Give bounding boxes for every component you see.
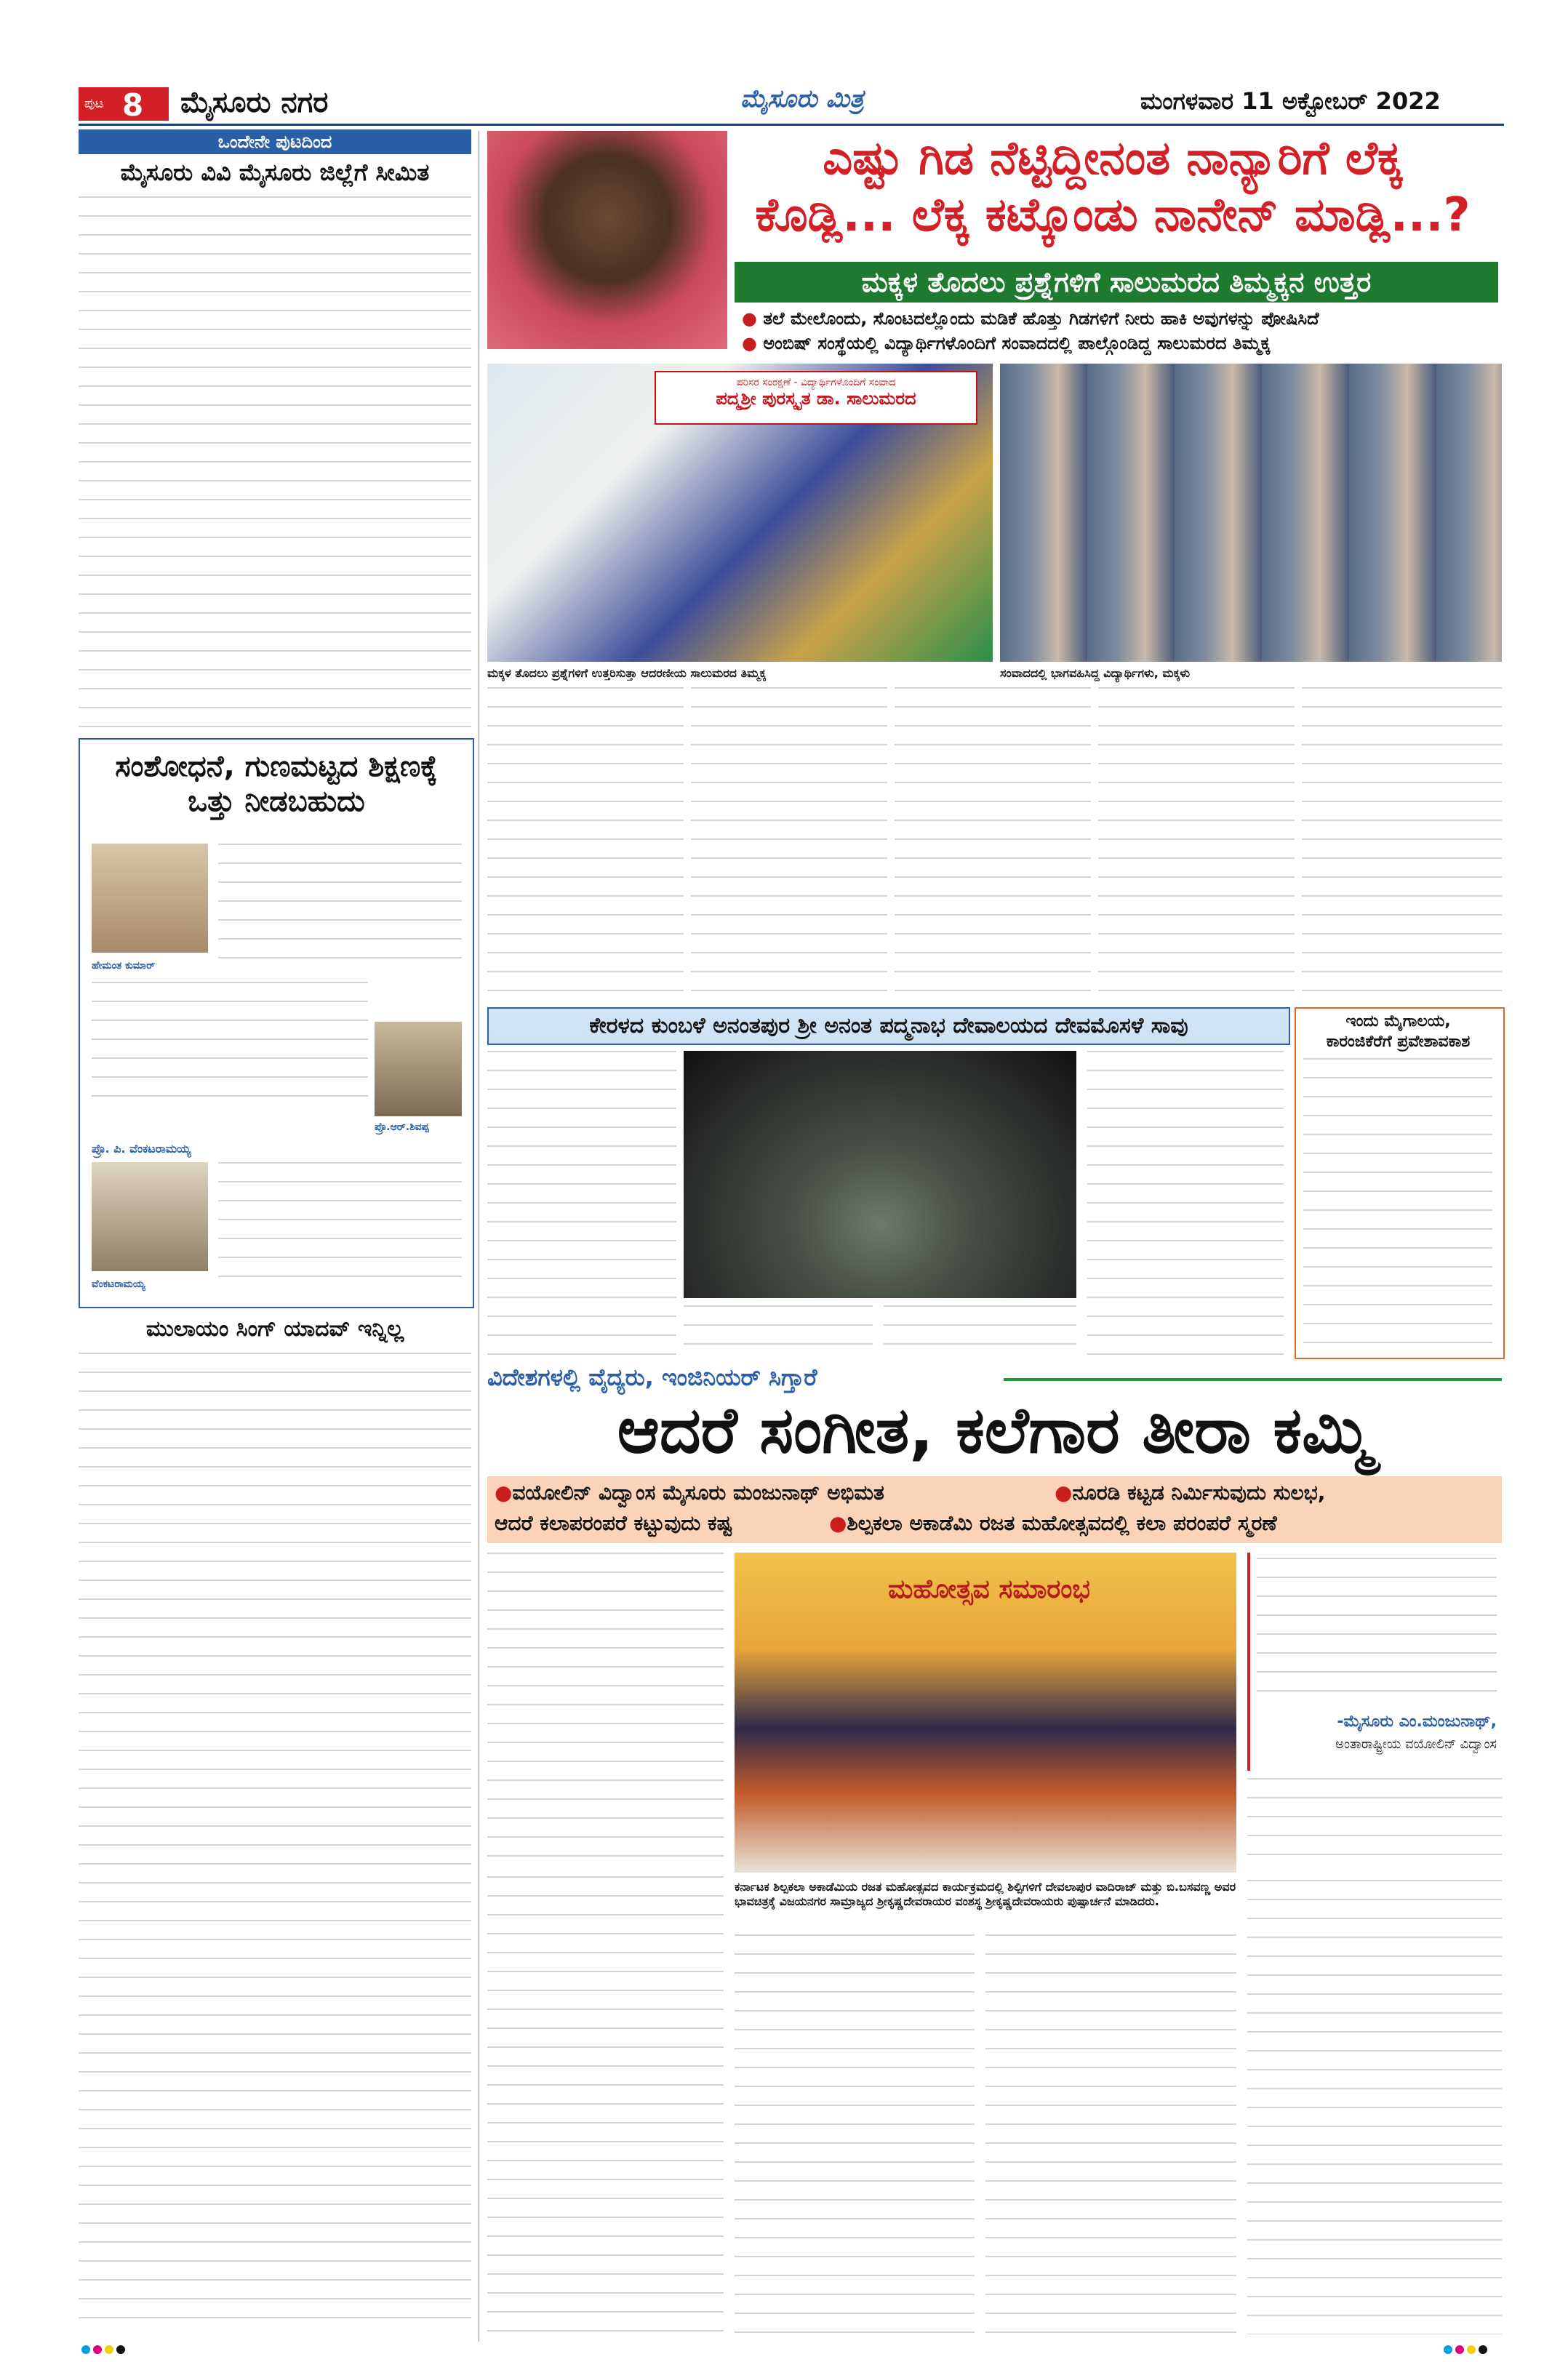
registration-marks-right (1444, 2343, 1487, 2357)
top-story-col-1 (487, 687, 684, 1000)
music-bullet-3 (829, 1511, 1277, 1536)
event-banner-text: ಪರಿಸರ ಸಂರಕ್ಷಣೆ - ವಿದ್ಯಾರ್ಥಿಗಳೊಂದಿಗೆ ಸಂವಾದ (736, 377, 896, 388)
page-label: ಪುಟ (84, 96, 104, 111)
thimmakka-portrait (487, 131, 727, 349)
music-bottom-col-4 (1247, 1880, 1502, 2334)
portrait-1-name: ಹೇಮಂತ ಕುಮಾರ್ (92, 960, 156, 972)
photo-crocodile-temple (684, 1051, 1076, 1298)
photo-stage-event (735, 1553, 1236, 1873)
bullet-dot: ● (742, 308, 757, 329)
music-quote-body (1257, 1558, 1497, 1703)
sidebar-title-1: ಇಂದು ಮೈಗಾಲಯ, (1345, 1012, 1451, 1030)
top-headline-line1: ಎಷ್ಟು ಗಿಡ ನೆಟ್ಟಿದ್ದೀನಂತ ನಾನ್ಯಾರಿಗೆ ಲೆಕ್ಕ (823, 132, 1403, 185)
bullet-dot: ● (495, 1481, 513, 1505)
music-bullet-2-text: ನೂರಡಿ ಕಟ್ಟಡ ನಿರ್ಮಿಸುವುದು ಸುಲಭ, (1072, 1481, 1326, 1505)
left-headline-2: ಸಂಶೋಧನೆ, ಗುಣಮಟ್ಟದ ಶಿಕ್ಷಣಕ್ಕೆ ಒತ್ತು ನೀಡಬಹುದು (115, 750, 438, 818)
temple-col-2 (684, 1305, 873, 1356)
kicker-bar (79, 129, 471, 154)
music-bullet-1 (495, 1481, 884, 1505)
portrait-2-name: ಪ್ರೊ.ಆರ್.ಶಿವಪ್ಪ (375, 1121, 429, 1133)
temple-headline-bar (487, 1007, 1290, 1045)
sidebar-title-2: ಕಾರಂಜಿಕೆರೆಗೆ ಪ್ರವೇಶಾವಕಾಶ (1326, 1033, 1471, 1051)
music-bottom-col-1 (487, 1876, 724, 2334)
music-kicker-rule (1004, 1378, 1502, 1381)
top-story-col-3 (895, 687, 1091, 1000)
top-bullet-1-text: ತಲೆ ಮೇಲೊಂದು, ಸೊಂಟದಲ್ಲೊಂದು ಮಡಿಕೆ ಹೊತ್ತು ಗಿಡಗಳಿಗೆ ನೀರು ಹಾಕಿ ಅವುಗಳನ್ನು ಪೋಷಿಸಿದೆ (763, 308, 1319, 329)
photo-children-with-thimmakka (487, 364, 993, 662)
music-bottom-col-3 (985, 1934, 1236, 2334)
music-bullet-2b (495, 1511, 732, 1536)
page-number-box (79, 87, 169, 121)
top-story-col-5 (1302, 687, 1502, 1000)
stage-banner-text: ಮಹೋತ್ಸವ ಸಮಾರಂಭ (888, 1574, 1090, 1604)
kicker-text: ಒಂದೇನೇ ಪುಟದಿಂದ (217, 132, 332, 152)
section-name: ಮೈಸೂರು ನಗರ (180, 86, 329, 119)
top-story-col-4 (1098, 687, 1295, 1000)
registration-marks-left (81, 2343, 125, 2357)
left-story-2-body-c (218, 1162, 462, 1293)
bullet-dot: ● (742, 333, 757, 353)
portrait-3 (92, 1162, 208, 1271)
left-headline-3: ಮುಲಾಯಂ ಸಿಂಗ್ ಯಾದವ್ ಇನ್ನಿಲ್ಲ (145, 1316, 404, 1342)
temple-col-1 (487, 1051, 676, 1356)
music-bullet-1-text: ವಯೋಲಿನ್ ವಿದ್ವಾಂಸ ಮೈಸೂರು ಮಂಜುನಾಥ್ ಅಭಿಮತ (512, 1481, 884, 1505)
caption-photo-2: ಸಂವಾದದಲ್ಲಿ ಭಾಗವಹಿಸಿದ್ದ ವಿದ್ಯಾರ್ಥಿಗಳು, ಮಕ್ಕಳು (1000, 666, 1191, 680)
bullet-dot: ● (829, 1511, 847, 1535)
portrait-3-name: ವೆಂಕಟರಾಮಯ್ಯ (92, 1278, 145, 1290)
music-bottom-col-2 (735, 1934, 975, 2334)
temple-headline: ಕೇರಳದ ಕುಂಬಳೆ ಅನಂತಪುರ ಶ್ರೀ ಅನಂತ ಪದ್ಮನಾಭ ದೇವಾಲಯದ ದೇವಮೊಸಳೆ ಸಾವು (589, 1013, 1188, 1038)
masthead (79, 81, 1504, 124)
music-col-side (1247, 1778, 1502, 1873)
music-photo-caption: ಕರ್ನಾಟಕ ಶಿಲ್ಪಕಲಾ ಅಕಾಡೆಮಿಯ ರಜತ ಮಹೋತ್ಸವದ ಕಾರ್ಯಕ್ರಮದಲ್ಲಿ ಶಿಲ್ಪಿಗಳಿಗೆ ದೇವಲಾಪುರ ವಾದಿರಾಜ್ ಮತ್ತು ಬಿ.ಬಸವಣ್ಣ ಅವರ ಭಾವಚಿತ್ರಕ್ಕೆ ವಿಜಯನಗರ ಸಾಮ್ರಾಜ್ಯದ ಶ್ರೀಕೃಷ್ಣದೇವರಾಯರ ವಂಶಸ್ಥ ಶ್ರೀಕೃಷ್ಣದೇವರಾಯರು ಪುಷ್ಪಾರ್ಚನೆ ಮಾಡಿದರು. (735, 1880, 1236, 1908)
music-headline: ಆದರೆ ಸಂಗೀತ, ಕಲೆಗಾರ ತೀರಾ ಕಮ್ಮಿ (617, 1393, 1372, 1468)
top-bullet-2 (742, 333, 1498, 353)
top-strap (735, 262, 1498, 303)
event-banner-text-2: ಪದ್ಮಶ್ರೀ ಪುರಸ್ಕೃತ ಡಾ. ಸಾಲುಮರದ (716, 388, 916, 409)
music-bullet-2 (1055, 1481, 1325, 1505)
temple-col-4 (1087, 1051, 1284, 1356)
temple-col-3 (884, 1305, 1076, 1356)
top-strap-text: ಮಕ್ಕಳ ತೊದಲು ಪ್ರಶ್ನೆಗಳಿಗೆ ಸಾಲುಮರದ ತಿಮ್ಮಕ್ಕನ ಉತ್ತರ (861, 266, 1372, 298)
music-col-1 (487, 1553, 724, 1873)
sidebar-body (1303, 1058, 1492, 1349)
event-banner (655, 371, 977, 425)
music-quote-author: -ಮೈಸೂರು ಎಂ.ಮಂಜುನಾಥ್, (1337, 1713, 1497, 1731)
bullet-dot: ● (1055, 1481, 1073, 1505)
left-story-2-body-b (92, 982, 368, 1113)
quote-3-author: ಪ್ರೊ. ಪಿ. ವೆಂಕಟರಾಮಯ್ಯ (92, 1142, 191, 1156)
left-story-3-body (79, 1353, 471, 2334)
left-story-2-body-a (218, 844, 462, 974)
issue-date: ಮಂಗಳವಾರ 11 ಅಕ್ಟೋಬರ್ 2022 (1140, 87, 1441, 115)
top-headline-line2: ಕೊಡ್ಲಿ... ಲೆಕ್ಕ ಕಟ್ಕೊಂಡು ನಾನೇನ್ ಮಾಡ್ಲಿ...? (755, 188, 1471, 242)
photo-students-audience (1000, 364, 1502, 662)
music-bullet-2b-text: ಆದರೆ ಕಲಾಪರಂಪರೆ ಕಟ್ಟುವುದು ಕಷ್ಟ (495, 1511, 732, 1535)
caption-photo-1: ಮಕ್ಕಳ ತೊದಲು ಪ್ರಶ್ನೆಗಳಿಗೆ ಉತ್ತರಿಸುತ್ತಾ ಆದರಣೀಯ ಸಾಲುಮರದ ತಿಮ್ಮಕ್ಕ (487, 666, 767, 680)
top-bullet-1 (742, 308, 1498, 329)
music-kicker: ವಿದೇಶಗಳಲ್ಲಿ ವೈದ್ಯರು, ಇಂಜಿನಿಯರ್ ಸಿಗ್ತಾರೆ (487, 1364, 817, 1391)
masthead-rule (79, 124, 1504, 126)
paper-name: ಮೈಸೂರು ಮಿತ್ರ (740, 84, 864, 113)
portrait-2 (375, 1022, 462, 1116)
music-bullet-3-text: ಶಿಲ್ಪಕಲಾ ಅಕಾಡೆಮಿ ರಜತ ಮಹೋತ್ಸವದಲ್ಲಿ ಕಲಾ ಪರಂಪರೆ ಸ್ಮರಣೆ (847, 1511, 1277, 1535)
left-story-1-body (79, 196, 471, 727)
portrait-1 (92, 844, 208, 953)
music-quote-role: ಅಂತಾರಾಷ್ಟ್ರೀಯ ವಯೋಲಿನ್ ವಿದ್ವಾಂಸ (1335, 1737, 1497, 1752)
top-story-col-2 (691, 687, 887, 1000)
left-headline-1: ಮೈಸೂರು ವಿವಿ ಮೈಸೂರು ಜಿಲ್ಲೆಗೆ ಸೀಮಿತ (120, 159, 430, 186)
page-number: 8 (122, 87, 144, 123)
top-bullet-2-text: ಅಂಬಿಷ್ ಸಂಸ್ಥೆಯಲ್ಲಿ ವಿದ್ಯಾರ್ಥಿಗಳೊಂದಿಗೆ ಸಂವಾದದಲ್ಲಿ ಪಾಲ್ಗೊಂಡಿದ್ದ ಸಾಲುಮರದ ತಿಮ್ಮಕ್ಕ (763, 333, 1271, 353)
